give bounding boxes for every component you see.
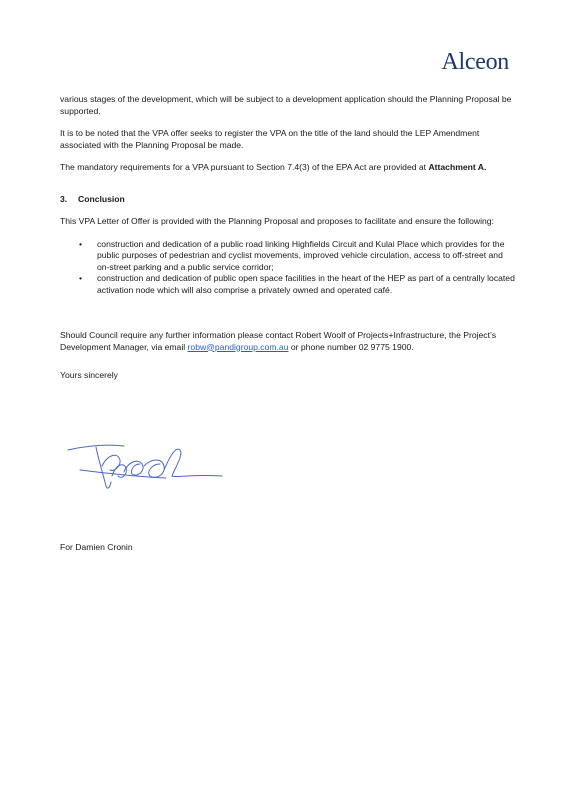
attachment-reference: Attachment A. <box>428 162 487 172</box>
signatory-name: For Damien Cronin <box>60 542 133 552</box>
handwritten-signature <box>66 436 226 500</box>
list-item <box>60 239 515 274</box>
section-number: 3. <box>60 193 68 204</box>
section-title: Conclusion <box>78 193 125 204</box>
closing-salutation: Yours sincerely <box>60 370 118 380</box>
paragraph-development-stages: various stages of the development, which will be subject to a development application should the Planning Proposal be supported. <box>60 94 512 116</box>
bullet-glyph: • <box>79 273 83 283</box>
bullet-text: construction and dedication of a public road linking Highfields Circuit and Kulai Place which provides for the public purposes of pedestrian and cyclist movements, improved vehicle circulation, access to off-street and on-street parking and a public service corridor; <box>97 238 505 272</box>
list-item <box>60 273 515 296</box>
paragraph-contact <box>60 330 515 353</box>
section-heading <box>60 194 515 206</box>
mandatory-requirements-text: The mandatory requirements for a VPA pursuant to Section 7.4(3) of the EPA Act are provided at <box>60 162 429 172</box>
paragraph-vpa-registration: It is to be noted that the VPA offer seeks to register the VPA on the title of the land should the LEP Amendment associated with the Planning Proposal be made. <box>60 128 480 150</box>
bullet-text: construction and dedication of public open space facilities in the heart of the HEP as part of a centrally located activation node which will also comprise a privately owned and operated café. <box>97 273 515 295</box>
letter-body <box>60 94 515 382</box>
offer-bullet-list <box>60 239 515 297</box>
email-link[interactable]: robw@pandigroup.com.au <box>187 341 289 352</box>
contact-phone-text: or phone number 02 9775 1900. <box>288 341 414 352</box>
paragraph-mandatory-requirements <box>60 162 515 174</box>
alceon-logo: Alceon <box>441 49 509 75</box>
bullet-glyph: • <box>79 238 83 249</box>
contact-text: Should Council require any further information please contact Robert Woolf of Projects+Infrastructure, the Project’s Development Manager, via email <box>60 330 497 352</box>
paragraph-letter-of-offer: This VPA Letter of Offer is provided with the Planning Proposal and proposes to facilitate and ensure the following: <box>60 216 494 226</box>
